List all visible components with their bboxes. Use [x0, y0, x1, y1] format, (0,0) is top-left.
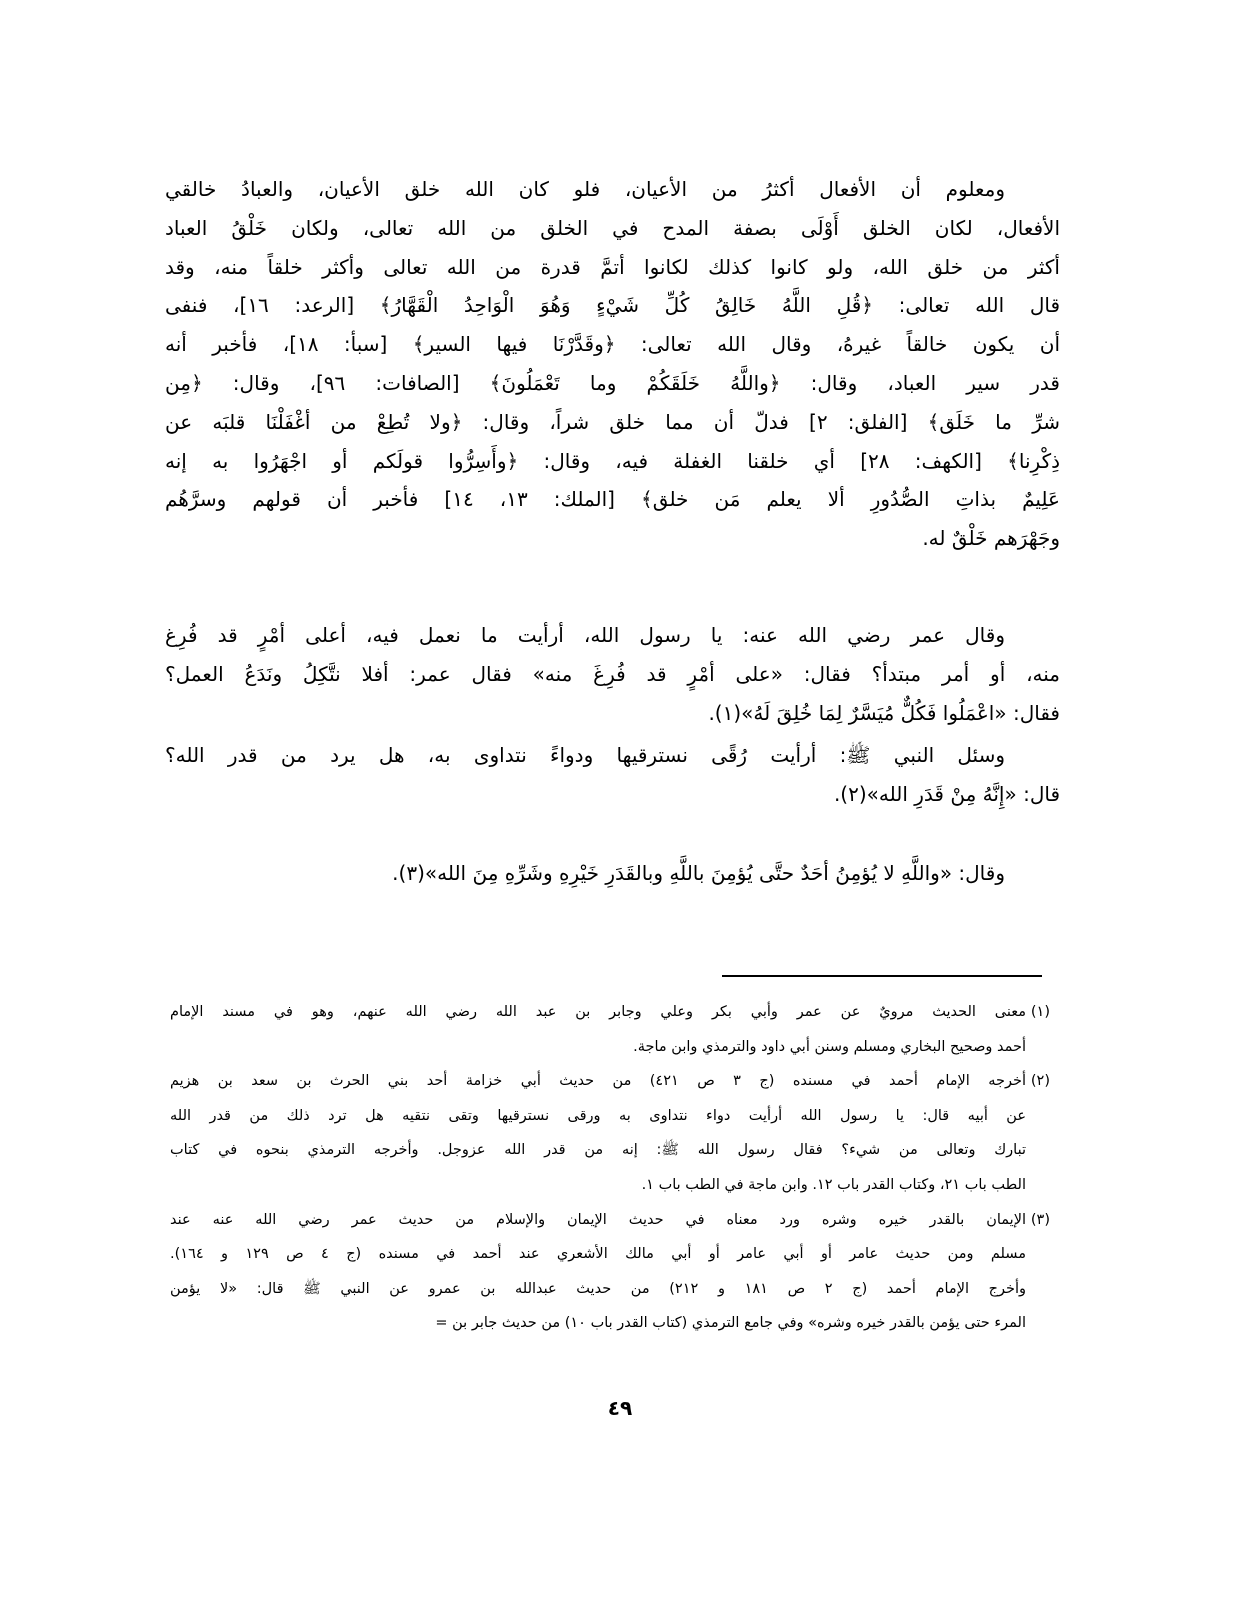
- text-line: قدر سير العباد، وقال: ﴿واللَّهُ خَلَقَكُمْ وما تَعْمَلُونَ﴾ [الصافات: ٩٦]، وقال: ﴿مِن: [165, 370, 1060, 395]
- footnote: [170, 1203, 1050, 1341]
- footnote-line: عن أبيه قال: يا رسول الله أرأيت دواء نتداوى به ورقى نسترقيها وتقى نتقيه هل ترد ذلك من قدر الله: [170, 1107, 1026, 1124]
- footnote-line: الإيمان بالقدر خيره وشره ورد معناه في حديث الإيمان والإسلام من حديث عمر رضي الله عنه عند: [170, 1211, 1026, 1228]
- text-line: أن يكون خالقاً غيرهُ، وقال الله تعالى: ﴿وقَدَّرْنَا فيها السير﴾ [سبأ: ١٨]، فأخبر أنه: [165, 332, 1060, 357]
- footnotes: [170, 995, 1050, 1341]
- text-line: الأفعال، لكان الخلق أَوْلَى بصفة المدح في الخلق من الله تعالى، ولكان خَلْقُ العباد: [165, 215, 1060, 240]
- paragraph: [165, 170, 1060, 558]
- paragraph-gap: [165, 814, 1060, 854]
- text-line: شرِّ ما خَلَق﴾ [الفلق: ٢] فدلّ أن مما خلق شراً، وقال: ﴿ولا تُطِعْ من أغْفَلْنَا قلبَه عن: [165, 409, 1060, 434]
- footnote: [170, 995, 1050, 1064]
- text-line: ومعلوم أن الأفعال أكثرُ من الأعيان، فلو كان الله خلق الأعيان، والعبادُ خالقي: [165, 177, 1005, 201]
- footnote-line: الطب باب ٢١، وكتاب القدر باب ١٢. وابن ماجة في الطب باب ١.: [641, 1176, 1026, 1193]
- footnote-line: أخرجه الإمام أحمد في مسنده (ج ٣ ص ٤٢١) من حديث أبي خزامة أحد بني الحرث بن سعد بن هزيم: [170, 1073, 1026, 1090]
- footnote-line: مسلم ومن حديث عامر أو أبي عامر أو أبي مالك الأشعري عند أحمد في مسنده (ج ٤ ص ١٢٩ و ١٦٤).: [170, 1246, 1027, 1263]
- text-line: منه، أو أمر مبتدأ؟ فقال: «على أمْرٍ قد فُرِغَ منه» فقال عمر: أفلا نتَّكِلُ ونَدَعُ العمل؟: [165, 661, 1060, 686]
- text-line: قال الله تعالى: ﴿قُلِ اللَّهُ خَالِقُ كُلِّ شَيْءٍ وَهُوَ الْوَاحِدُ الْقَهَّارُ﴾ [الرعد: ١٦]، فنفى: [165, 293, 1061, 318]
- footnote-number: (٣): [1030, 1211, 1050, 1228]
- text-line: قال: «إِنَّهُ مِنْ قَدَرِ الله»(٢).: [833, 782, 1060, 807]
- paragraph: [165, 616, 1060, 732]
- text-line: وسئل النبي ﷺ: أرأيت رُقًى نسترقيها ودواءً نتداوى به، هل يرد من قدر الله؟: [165, 743, 1005, 768]
- footnote-separator: [722, 975, 1042, 977]
- text-line: ذِكْرِنا﴾ [الكهف: ٢٨] أي خلقنا الغفلة فيه، وقال: ﴿وأَسِرُّوا قولَكم أو اجْهَرُوا به إنه: [165, 448, 1060, 473]
- text-line: فقال: «اعْمَلُوا فَكُلٌّ مُيَسَّرٌ لِمَا خُلِقَ لَهُ»(١).: [708, 700, 1060, 725]
- paragraph: [165, 736, 1060, 814]
- main-text: [165, 170, 1060, 893]
- footnote-line: معنى الحديث مرويٌ عن عمر وأبي بكر وعلي وجابر بن عبد الله رضي الله عنهم، وهو في مسند الإمام: [170, 1004, 1026, 1020]
- text-line: وقال: «واللَّهِ لا يُؤمِنُ أحَدٌ حتَّى يُؤمِنَ باللَّهِ وبالقَدَرِ خَيْرِهِ وشَرِّهِ مِنَ الله»(٣).: [392, 860, 1005, 885]
- footnote-number: (١): [1030, 1004, 1050, 1020]
- footnote-line: تبارك وتعالى من شيء؟ فقال رسول الله ﷺ: إنه من قدر الله عزوجل. وأخرجه الترمذي بنحوه في كتاب: [170, 1142, 1026, 1159]
- paragraph: [165, 854, 1060, 893]
- footnote-number: (٢): [1030, 1073, 1050, 1090]
- page-number: ٤٩: [607, 1396, 633, 1420]
- text-line: أكثر من خلق الله، ولو كانوا كذلك لكانوا أتمَّ قدرة من الله تعالى وأكثر خلقاً منه، وقد: [165, 254, 1060, 279]
- text-line: وجَهْرَهم خَلْقٌ له.: [922, 526, 1060, 551]
- text-line: وقال عمر رضي الله عنه: يا رسول الله، أرأيت ما نعمل فيه، أعلى أمْرٍ قد فُرِغ: [165, 622, 1005, 647]
- footnote-line: أحمد وصحيح البخاري ومسلم وسنن أبي داود والترمذي وابن ماجة.: [633, 1038, 1026, 1055]
- footnote-line: المرء حتى يؤمن بالقدر خيره وشره» وفي جامع الترمذي (كتاب القدر باب ١٠) من حديث جابر بن =: [435, 1315, 1026, 1332]
- footnote-line: وأخرج الإمام أحمد (ج ٢ ص ١٨١ و ٢١٢) من حديث عبدالله بن عمرو عن النبي ﷺ قال: «لا يؤمن: [170, 1280, 1026, 1297]
- text-line: عَلِيمٌ بذاتِ الصُّدُورِ ألا يعلم مَن خلق﴾ [الملك: ١٣، ١٤] فأخبر أن قولهم وسرَّهُم: [165, 487, 1060, 512]
- footnote: [170, 1064, 1050, 1202]
- paragraph-gap: [165, 558, 1060, 616]
